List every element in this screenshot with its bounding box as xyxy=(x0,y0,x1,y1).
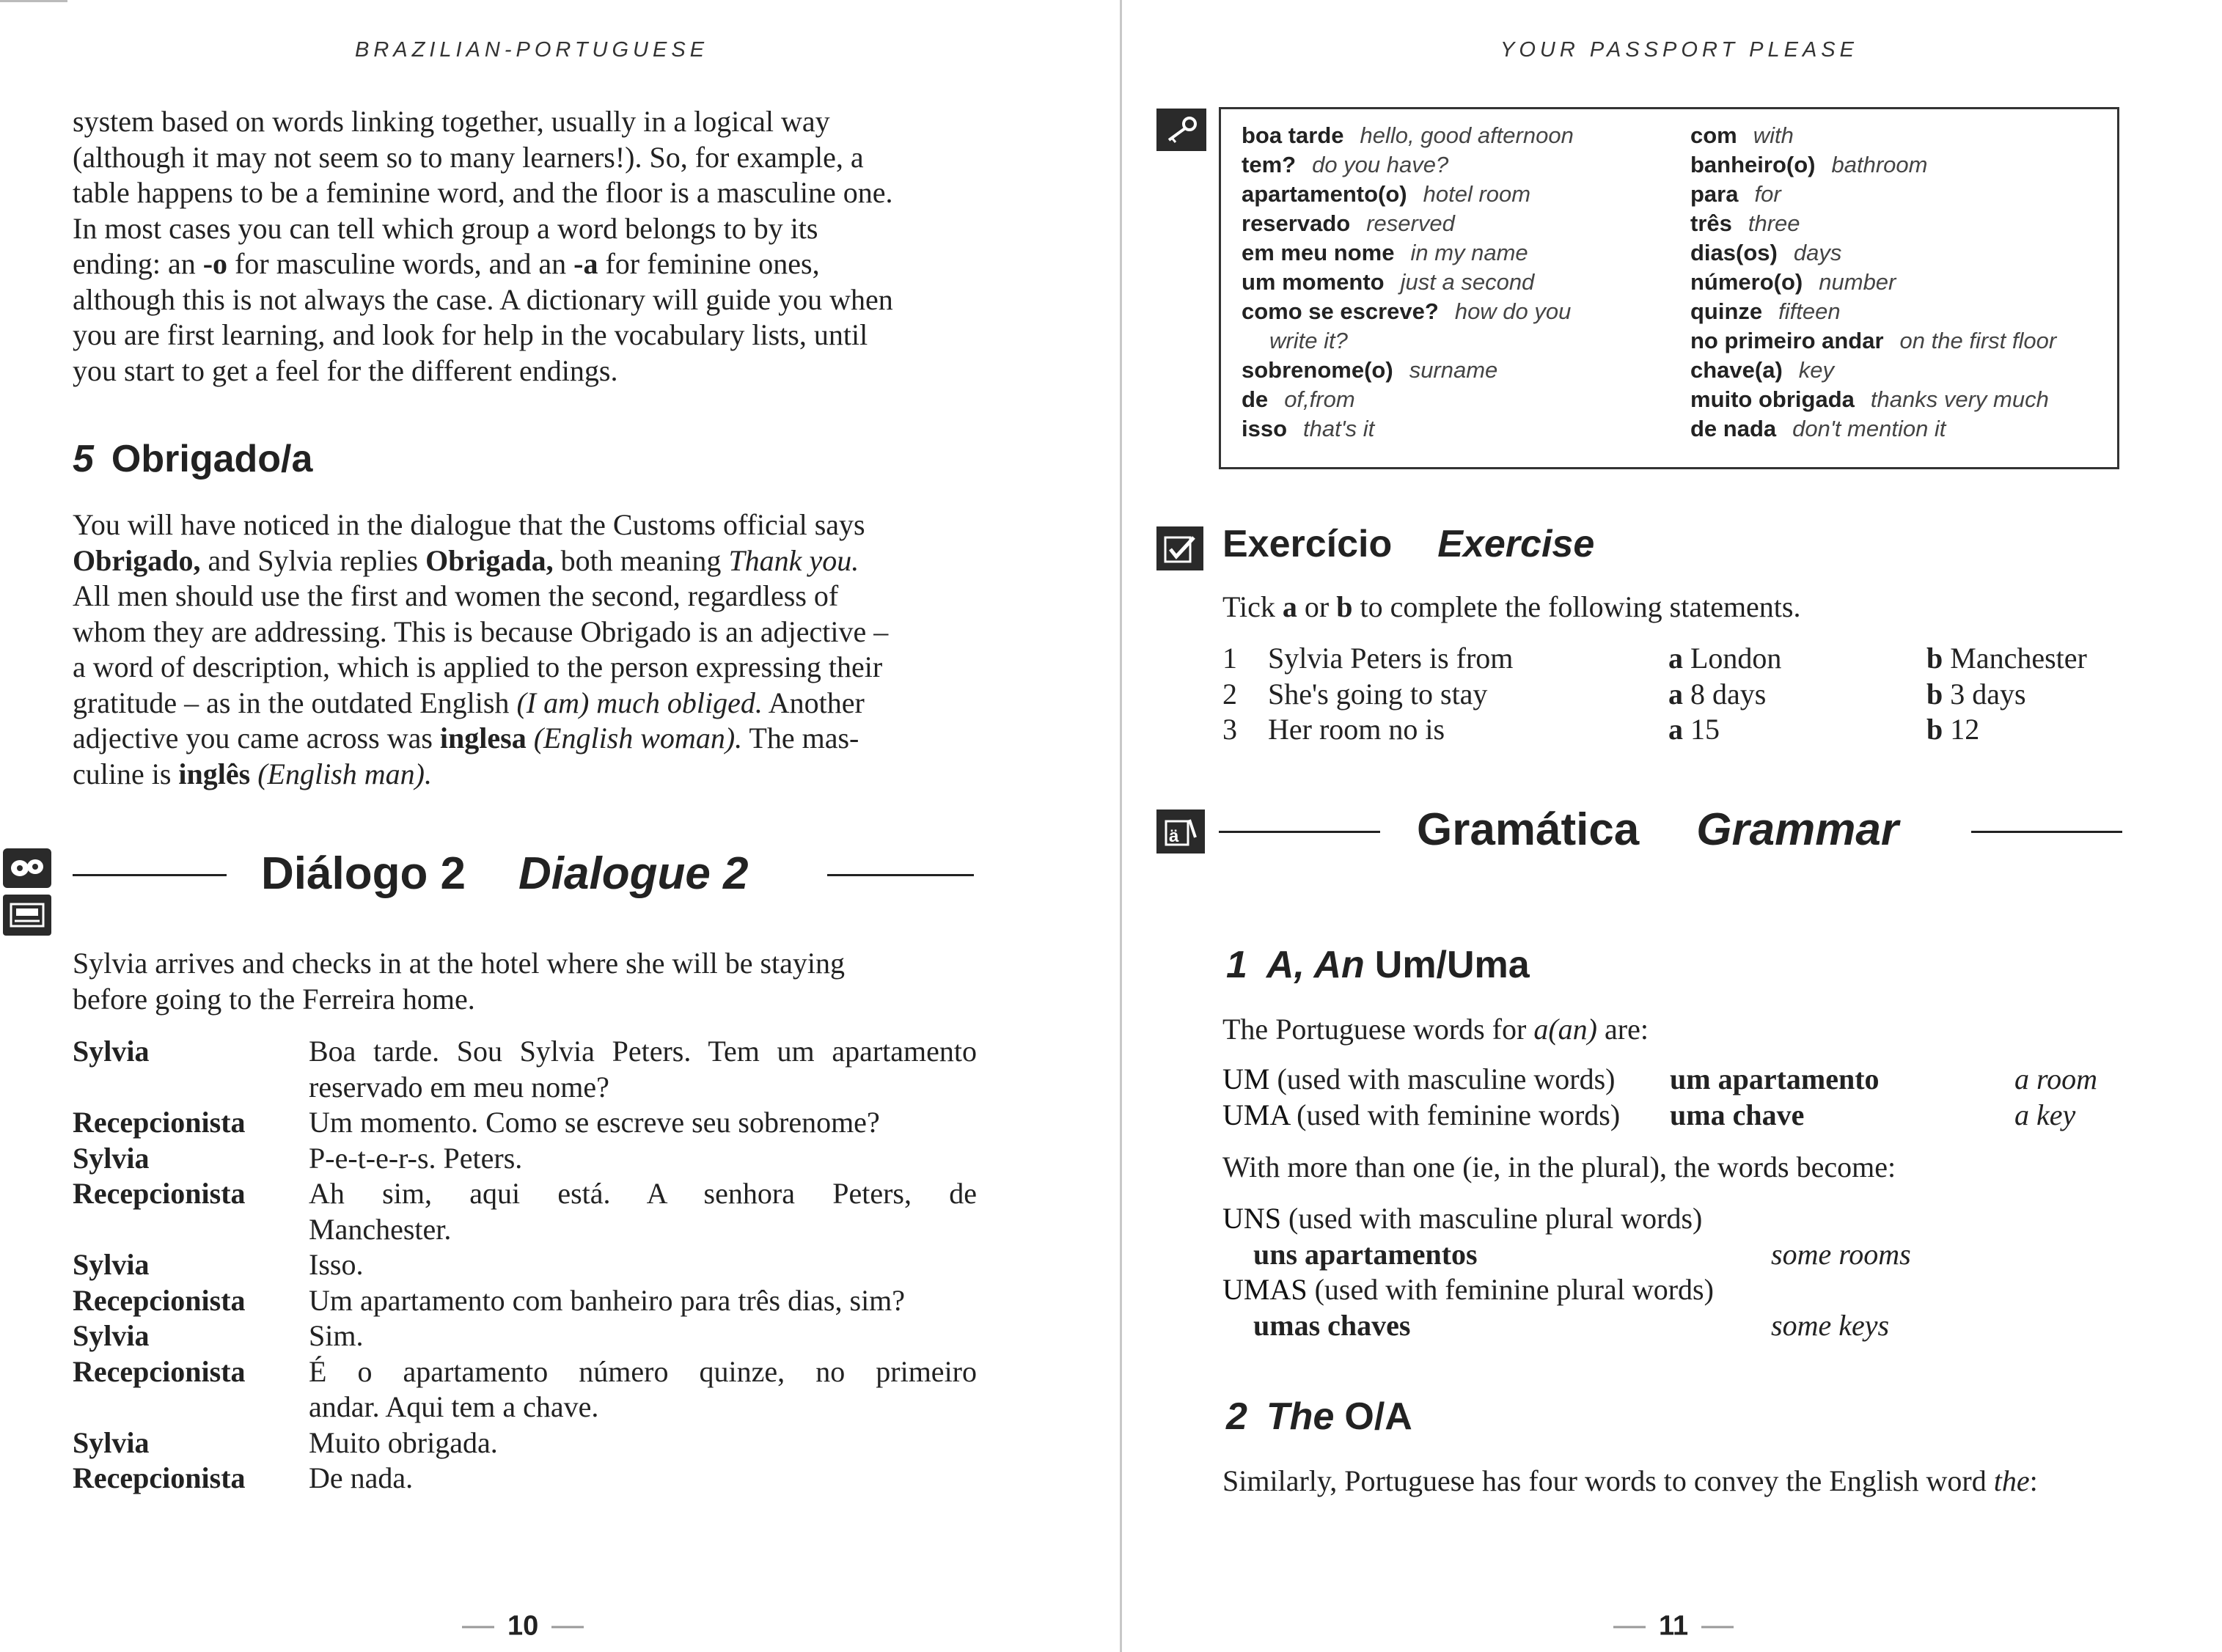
grammar-section-2-heading xyxy=(1226,1395,1412,1439)
article-desc xyxy=(1222,1098,1670,1134)
plural-word-row xyxy=(1222,1201,2124,1237)
vocab-english: for xyxy=(1754,181,1781,207)
intro-text-end: are: xyxy=(1597,1013,1649,1046)
page-number-text: 11 xyxy=(1659,1610,1689,1642)
plural-example: uns apartamentos xyxy=(1253,1237,1478,1271)
dialogue-row xyxy=(73,1425,977,1461)
speaker-name: Sylvia xyxy=(73,1248,150,1281)
right-running-head: YOUR PASSPORT PLEASE xyxy=(1500,38,1858,62)
vocab-english: that's it xyxy=(1303,416,1375,441)
exercise-heading xyxy=(1222,522,1594,566)
text-line: you start to get a feel for the different endings. xyxy=(73,353,618,387)
speaker-name: Sylvia xyxy=(73,1425,150,1459)
exercise-title-pt: Exercício xyxy=(1222,523,1393,565)
vocab-entry xyxy=(1690,121,2056,150)
page-number-right xyxy=(1600,1611,1747,1642)
article-usage: (used with masculine words) xyxy=(1269,1062,1616,1095)
vocab-portuguese: quinze xyxy=(1690,298,1763,324)
option-letter: b xyxy=(1926,642,1943,675)
section-number: 5 xyxy=(73,438,94,480)
vocab-entry xyxy=(1242,414,1574,444)
vocab-portuguese: apartamento(o) xyxy=(1242,181,1407,207)
dialogue-line: P-e-t-e-r-s. Peters. xyxy=(309,1141,523,1175)
article-table xyxy=(1222,1062,2124,1133)
speaker-lines xyxy=(309,1425,977,1461)
intro-emphasis: a(an) xyxy=(1533,1013,1597,1046)
text-line: gratitude – as in the outdated English (I am) much obliged. Another xyxy=(73,686,865,719)
plural-word: UMAS xyxy=(1222,1273,1308,1306)
instruction-word: or xyxy=(1304,590,1330,623)
plural-intro: With more than one (ie, in the plural), the words become: xyxy=(1222,1150,1896,1183)
plural-gloss: some keys xyxy=(1771,1308,1890,1342)
body-text: Similarly, Portuguese has four words to convey the English word xyxy=(1222,1464,1994,1497)
grammar-1-intro xyxy=(1222,1012,1649,1048)
vocab-english: days xyxy=(1793,240,1842,265)
instruction-word: Tick xyxy=(1222,590,1275,623)
vocab-entry xyxy=(1690,385,2056,414)
checkmark-icon xyxy=(1156,526,1203,570)
vocab-english: thanks very much xyxy=(1870,386,2049,412)
option-text: 8 days xyxy=(1683,677,1767,711)
vocab-portuguese: banheiro(o) xyxy=(1690,152,1816,177)
vocab-english: don't mention it xyxy=(1792,416,1946,441)
vocab-entry xyxy=(1242,385,1574,414)
vocab-entry xyxy=(1690,414,2056,444)
vocab-entry xyxy=(1690,268,2056,297)
vocabulary-box xyxy=(1219,107,2119,469)
speaker-name: Sylvia xyxy=(73,1319,150,1352)
dialogue-line: Manchester. xyxy=(309,1212,452,1246)
dialogue-line: andar. Aqui tem a chave. xyxy=(309,1390,599,1423)
cassette-glyph xyxy=(9,902,45,928)
vocab-entry xyxy=(1690,326,2056,356)
item-stem: She's going to stay xyxy=(1268,677,1488,711)
vocab-entry xyxy=(1242,297,1574,326)
text-line: culine is inglês (English man). xyxy=(73,757,432,790)
article-gloss: a key xyxy=(2014,1098,2076,1131)
vocab-column-left xyxy=(1242,121,1574,444)
page-number-text: 10 xyxy=(507,1610,539,1642)
vocab-english: hello, good afternoon xyxy=(1360,122,1574,148)
speaker-name: Recepcionista xyxy=(73,1354,246,1388)
speaker-lines xyxy=(309,1247,977,1283)
vocab-entry xyxy=(1690,356,2056,385)
article-usage: (used with feminine words) xyxy=(1289,1098,1621,1131)
instruction-word: the xyxy=(1505,590,1541,623)
dialogue-heading xyxy=(261,848,749,900)
text-line: ending: an -o for masculine words, and an -a for feminine ones, xyxy=(73,247,820,280)
speaker-name: Recepcionista xyxy=(73,1106,246,1139)
dialogue-row xyxy=(73,1247,977,1283)
text-line: you are first learning, and look for help in the vocabulary lists, until xyxy=(73,318,868,351)
speaker-lines xyxy=(309,1354,977,1425)
vocab-entry xyxy=(1242,268,1574,297)
intro-text: The Portuguese words for xyxy=(1222,1013,1534,1046)
speaker-name: Recepcionista xyxy=(73,1461,246,1494)
dialogue-row xyxy=(73,1034,977,1105)
vocab-english: number xyxy=(1819,269,1896,295)
text-line: All men should use the first and women the second, regardless of xyxy=(73,579,839,612)
text-line: In most cases you can tell which group a word belongs to by its xyxy=(73,211,818,245)
dialogue-row xyxy=(73,1354,977,1425)
option-letter: a xyxy=(1668,677,1683,711)
dialogue-script xyxy=(73,1034,977,1497)
instruction-word: statements. xyxy=(1669,590,1801,623)
dialogue-row xyxy=(73,1461,977,1497)
dialogue-rule-left xyxy=(73,874,227,876)
vocab-entry xyxy=(1242,356,1574,385)
body-emphasis: the xyxy=(1993,1464,2030,1497)
dialogue-title-pt: Diálogo 2 xyxy=(261,848,466,899)
vocab-entry xyxy=(1242,180,1574,209)
item-number: 1 xyxy=(1222,642,1237,675)
dialogue-row xyxy=(73,1283,977,1319)
instruction-option-letter: a xyxy=(1282,590,1297,623)
item-stem: Her room no is xyxy=(1268,713,1445,746)
grammar-icon xyxy=(1156,810,1205,853)
section-title-en: A, An xyxy=(1266,944,1365,986)
cassette-icon xyxy=(3,895,51,936)
speaker-lines xyxy=(309,1105,977,1141)
speech-bubbles-glyph xyxy=(9,856,45,881)
text-line: adjective you came across was inglesa (English woman). The mas- xyxy=(73,722,859,755)
vocab-portuguese: número(o) xyxy=(1690,269,1803,295)
option-b xyxy=(1926,712,1979,748)
dialogue-line: Sim. xyxy=(309,1319,364,1352)
section-title-pt: Um/Uma xyxy=(1374,944,1530,986)
vocab-portuguese: sobrenome(o) xyxy=(1242,357,1393,383)
vocab-portuguese: com xyxy=(1690,122,1737,148)
text-line: Sylvia arrives and checks in at the hotel where she will be staying xyxy=(73,947,846,980)
vocab-portuguese: para xyxy=(1690,181,1739,207)
vocab-english: in my name xyxy=(1410,240,1528,265)
option-b xyxy=(1926,641,2087,677)
section-number: 1 xyxy=(1226,944,1247,986)
option-a xyxy=(1668,677,1926,713)
text-line: a word of description, which is applied to the person expressing their xyxy=(73,650,883,683)
plural-table xyxy=(1222,1201,2124,1343)
option-letter: a xyxy=(1668,713,1683,746)
vocab-entry xyxy=(1242,121,1574,150)
key-icon xyxy=(1156,109,1206,151)
item-number: 2 xyxy=(1222,677,1237,711)
vocab-english: three xyxy=(1748,210,1800,236)
dialogue-line: É o apartamento número quinze, no primeiro xyxy=(309,1354,977,1388)
vocab-english: with xyxy=(1753,122,1794,148)
vocab-portuguese: um momento xyxy=(1242,269,1385,295)
option-text: 3 days xyxy=(1943,677,2026,711)
vocab-english: bathroom xyxy=(1831,152,1928,177)
section-number: 2 xyxy=(1226,1395,1247,1438)
grammar-section-1-heading xyxy=(1226,943,1530,987)
text-line: Obrigado, and Sylvia replies Obrigada, both meaning Thank you. xyxy=(73,543,859,577)
vocab-entry xyxy=(1690,209,2056,238)
dialogue-row xyxy=(73,1141,977,1177)
dialogue-line: Um momento. Como se escreve seu sobrenome? xyxy=(309,1106,880,1139)
dialogue-title-en: Dialogue 2 xyxy=(518,848,749,899)
vocab-entry xyxy=(1690,180,2056,209)
text-line: (although it may not seem so to many learners!). So, for example, a xyxy=(73,140,864,174)
option-text: Manchester xyxy=(1943,642,2087,675)
article-gloss: a room xyxy=(2014,1062,2097,1095)
dialogue-intro xyxy=(73,946,977,1017)
grammar-2-text xyxy=(1222,1464,2038,1499)
vocab-english: write it? xyxy=(1269,328,1348,353)
vocab-portuguese: chave(a) xyxy=(1690,357,1783,383)
section-title-pt: O/A xyxy=(1344,1395,1412,1438)
speaker-lines xyxy=(309,1283,977,1319)
article-word: UMA xyxy=(1222,1098,1290,1131)
text-line: system based on words linking together, usually in a logical way xyxy=(73,105,830,138)
exercise-instruction xyxy=(1222,590,1801,625)
vocab-portuguese: muito obrigada xyxy=(1690,386,1855,412)
vocab-portuguese: de xyxy=(1242,386,1269,412)
dialogue-row xyxy=(73,1318,977,1354)
vocab-portuguese: reservado xyxy=(1242,210,1351,236)
speaker-name: Recepcionista xyxy=(73,1177,246,1210)
vocab-english: surname xyxy=(1409,357,1498,383)
vocab-entry xyxy=(1690,150,2056,180)
vocab-entry xyxy=(1690,297,2056,326)
option-letter: b xyxy=(1926,713,1943,746)
vocab-column-right xyxy=(1690,121,2056,444)
vocab-portuguese: tem? xyxy=(1242,152,1297,177)
vocab-english: key xyxy=(1798,357,1835,383)
vocab-english: how do you xyxy=(1454,298,1572,324)
instruction-word: following xyxy=(1548,590,1662,623)
dialogue-row xyxy=(73,1105,977,1141)
speaker-lines xyxy=(309,1176,977,1247)
option-b xyxy=(1926,677,2026,713)
article-word: UM xyxy=(1222,1062,1270,1095)
page-number-dash xyxy=(551,1626,584,1629)
dialogue-line: Um apartamento com banheiro para três dias, sim? xyxy=(309,1283,906,1317)
vocab-english: fifteen xyxy=(1778,298,1841,324)
vocab-entry xyxy=(1242,238,1574,268)
exercise-item xyxy=(1222,712,2124,748)
vocab-english: on the first floor xyxy=(1899,328,2057,353)
vocab-english: hotel room xyxy=(1423,181,1531,207)
vocab-entry xyxy=(1690,238,2056,268)
svg-text:ä: ä xyxy=(1169,826,1179,846)
dialogue-row xyxy=(73,1176,977,1247)
exercise-title-en: Exercise xyxy=(1437,523,1595,565)
book-gutter xyxy=(1111,0,1133,1652)
option-letter: a xyxy=(1668,642,1683,675)
key-glyph xyxy=(1163,115,1200,144)
article-example: um apartamento xyxy=(1670,1062,1880,1095)
vocab-portuguese: em meu nome xyxy=(1242,240,1395,265)
plural-word: UNS xyxy=(1222,1202,1282,1235)
speaker-lines xyxy=(309,1141,977,1177)
dialogue-line: De nada. xyxy=(309,1461,414,1494)
article-row xyxy=(1222,1062,2124,1098)
plural-example: umas chaves xyxy=(1253,1308,1411,1342)
text-line: although this is not always the case. A dictionary will guide you when xyxy=(73,282,893,316)
article-example: uma chave xyxy=(1670,1098,1805,1131)
option-text: London xyxy=(1683,642,1782,675)
speech-icon xyxy=(3,848,51,888)
speaker-lines xyxy=(309,1034,977,1105)
page-number-dash xyxy=(1613,1626,1646,1629)
section-5-heading xyxy=(73,437,312,481)
vocab-portuguese: boa tarde xyxy=(1242,122,1344,148)
text-line: whom they are addressing. This is because Obrigado is an adjective – xyxy=(73,614,889,648)
intro-paragraph xyxy=(73,104,977,389)
grammar-title-en: Grammar xyxy=(1696,804,1899,855)
vocab-entry xyxy=(1242,150,1574,180)
speaker-lines xyxy=(309,1461,977,1497)
grammar-title-pt: Gramática xyxy=(1417,804,1640,855)
plural-usage: (used with feminine plural words) xyxy=(1307,1273,1714,1306)
grammar-rule-left xyxy=(1219,831,1380,833)
text-line: before going to the Ferreira home. xyxy=(73,982,475,1016)
vocab-english: reserved xyxy=(1366,210,1455,236)
dialogue-line: Ah sim, aqui está. A senhora Peters, de xyxy=(309,1177,977,1210)
vocab-portuguese: no primeiro andar xyxy=(1690,328,1884,353)
option-a xyxy=(1668,641,1926,677)
plural-example-row xyxy=(1222,1237,2124,1273)
speaker-name: Sylvia xyxy=(73,1141,150,1175)
dialogue-line: Muito obrigada. xyxy=(309,1425,498,1459)
instruction-word: to xyxy=(1360,590,1383,623)
exercise-items xyxy=(1222,641,2124,748)
body-text-end: : xyxy=(2029,1464,2038,1497)
option-text: 15 xyxy=(1683,713,1720,746)
plural-example-row xyxy=(1222,1308,2124,1344)
article-desc xyxy=(1222,1062,1670,1098)
text-line: You will have noticed in the dialogue that the Customs official says xyxy=(73,508,865,541)
speaker-name: Recepcionista xyxy=(73,1283,246,1317)
vocab-portuguese: dias(os) xyxy=(1690,240,1778,265)
vocab-portuguese: três xyxy=(1690,210,1732,236)
dialogue-line: reservado em meu nome? xyxy=(309,1070,609,1104)
dialogue-line: Boa tarde. Sou Sylvia Peters. Tem um apartamento xyxy=(309,1035,977,1068)
instruction-word: complete xyxy=(1390,590,1498,623)
vocab-english: do you have? xyxy=(1312,152,1449,177)
page-number-dash xyxy=(1701,1626,1734,1629)
grammar-rule-right xyxy=(1971,831,2122,833)
speaker-name: Sylvia xyxy=(73,1035,150,1068)
scan-mark xyxy=(0,0,67,2)
vocab-portuguese: como se escreve? xyxy=(1242,298,1439,324)
vocab-english: just a second xyxy=(1400,269,1535,295)
item-number: 3 xyxy=(1222,713,1237,746)
vocab-portuguese: isso xyxy=(1242,416,1288,441)
speaker-lines xyxy=(309,1318,977,1354)
vocab-english: of,from xyxy=(1284,386,1355,412)
plural-gloss: some rooms xyxy=(1771,1237,1911,1271)
section-5-paragraph xyxy=(73,507,977,792)
section-title-en: The xyxy=(1266,1395,1335,1438)
exercise-item xyxy=(1222,641,2124,677)
dialogue-line: Isso. xyxy=(309,1248,364,1281)
section-title: Obrigado/a xyxy=(111,438,313,480)
instruction-option-letter: b xyxy=(1336,590,1353,623)
plural-usage: (used with masculine plural words) xyxy=(1281,1202,1703,1235)
left-running-head: BRAZILIAN-PORTUGUESE xyxy=(355,38,709,62)
page-number-dash xyxy=(462,1626,494,1629)
dialogue-rule-right xyxy=(827,874,974,876)
vocab-entry xyxy=(1242,209,1574,238)
text-line: table happens to be a feminine word, and the floor is a masculine one. xyxy=(73,176,893,209)
option-text: 12 xyxy=(1943,713,1980,746)
item-stem: Sylvia Peters is from xyxy=(1268,642,1514,675)
vocab-portuguese: de nada xyxy=(1690,416,1777,441)
option-letter: b xyxy=(1926,677,1943,711)
vocab-entry xyxy=(1242,326,1574,356)
checkmark-glyph xyxy=(1163,533,1197,564)
option-a xyxy=(1668,712,1926,748)
page-number-left xyxy=(449,1611,597,1642)
grammar-heading xyxy=(1417,804,1899,856)
grammar-glyph xyxy=(1163,815,1198,848)
exercise-item xyxy=(1222,677,2124,713)
article-row xyxy=(1222,1098,2124,1134)
plural-word-row xyxy=(1222,1272,2124,1308)
